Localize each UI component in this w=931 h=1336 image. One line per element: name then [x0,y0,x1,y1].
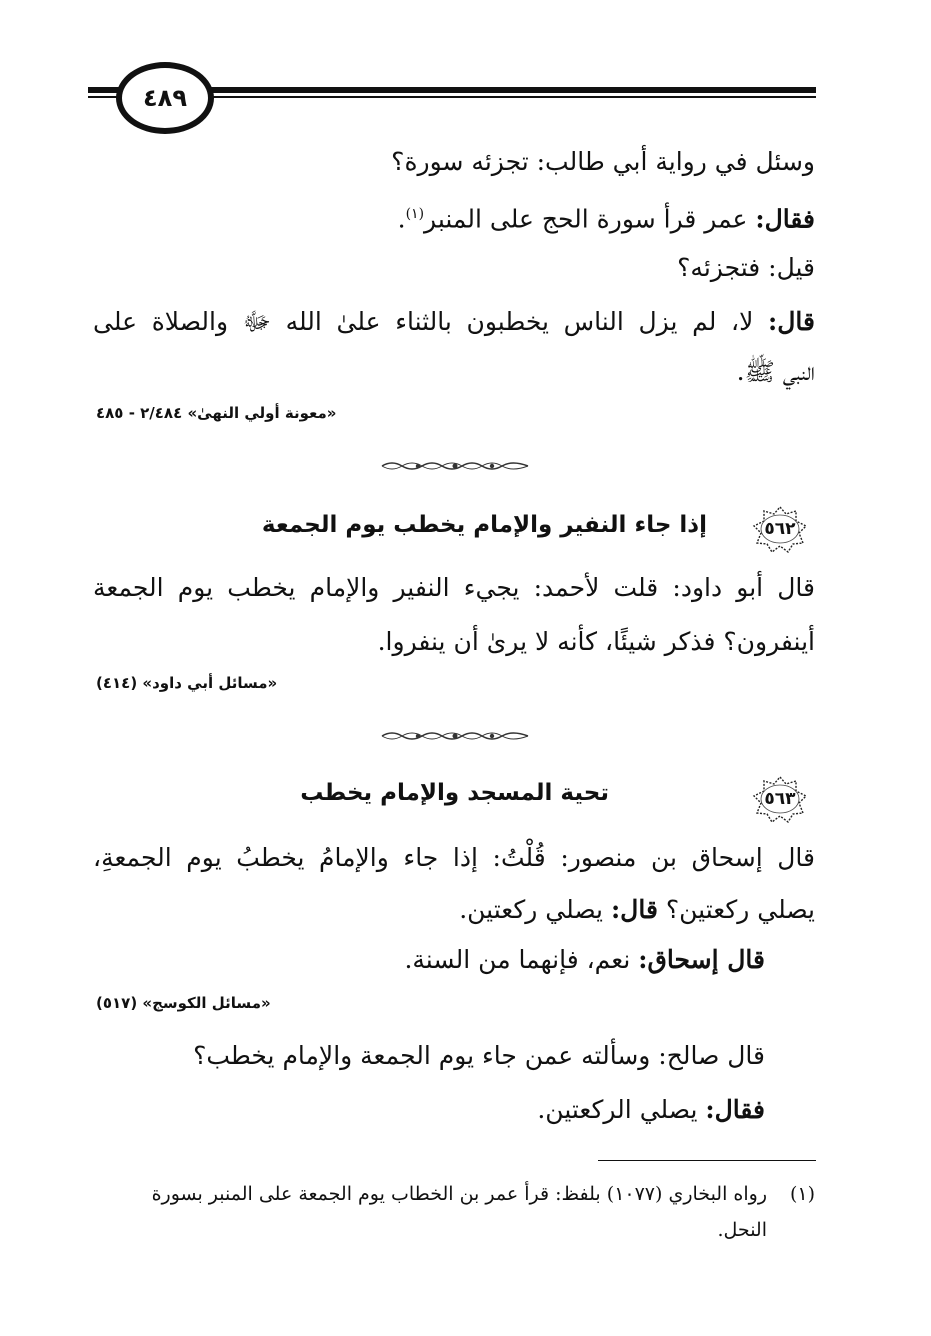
line-text: لا، لم يزل الناس يخطبون بالثناء علىٰ الله ﷻ والصلاة على [93,307,769,336]
footnote-rule [598,1160,816,1161]
text-line: قال إسحاق بن منصور: قُلْتُ: إذا جاء والإمامُ يخطبُ يوم الجمعةِ، [93,843,815,872]
speaker-label: فقال: [755,204,815,234]
section-number: ٥٦٢ [764,519,796,539]
text-line: قال صالح: وسألته عمن جاء يوم الجمعة والإمام يخطب؟ [193,1041,765,1070]
line-text: يصلي الركعتين. [537,1095,706,1124]
text-line [459,890,815,930]
section-title: تحية المسجد والإمام يخطب [300,780,609,806]
footnote-text: النحل. [717,1219,767,1241]
line-text: يصلي ركعتين. [459,895,611,924]
footnote-text: رواه البخاري (١٠٧٧) بلفظ: قرأ عمر بن الخطاب يوم الجمعة على المنبر بسورة [151,1183,767,1205]
section-number: ٥٦٣ [764,789,796,809]
text-line: النبي ﷺ. [736,357,815,386]
speaker-label: قال إسحاق: [638,945,765,974]
line-text: يصلي ركعتين؟ [657,895,815,924]
ornament-divider [380,460,530,472]
line-end: . [397,204,406,234]
line-text: عمر قرأ سورة الحج على المنبر [424,204,756,234]
page-number: ٤٨٩ [116,62,214,134]
section-title: إذا جاء النفير والإمام يخطب يوم الجمعة [261,512,707,538]
footnote-marker: (١) [789,1183,815,1205]
line-text: نعم، فإنهما من السنة. [404,945,639,974]
text-line [537,1090,765,1130]
text-line: قيل: فتجزئه؟ [677,253,815,282]
section-number-badge [750,504,810,554]
footnote-ref[interactable]: (١) [405,206,425,222]
text-line [398,194,815,239]
ornament-divider [380,730,530,742]
section-number-badge [750,774,810,824]
speaker-label: فقال: [705,1095,765,1124]
speaker-label: قال: [610,895,658,924]
text-line: وسئل في رواية أبي طالب: تجزئه سورة؟ [391,147,815,176]
text-line: قال أبو داود: قلت لأحمد: يجيء النفير والإمام يخطب يوم الجمعة [93,573,815,602]
source-citation: «مسائل الكوسج» (٥١٧) [96,994,271,1012]
speaker-label: قال: [768,307,815,336]
text-line: أينفرون؟ فذكر شيئًا، كأنه لا يرىٰ أن ينفروا. [377,627,815,656]
source-citation: «معونة أولي النهىٰ» ٢/٤٨٤ - ٤٨٥ [96,404,337,422]
text-line [93,302,815,342]
source-citation: «مسائل أبي داود» (٤١٤) [96,674,278,692]
text-line [404,940,765,980]
